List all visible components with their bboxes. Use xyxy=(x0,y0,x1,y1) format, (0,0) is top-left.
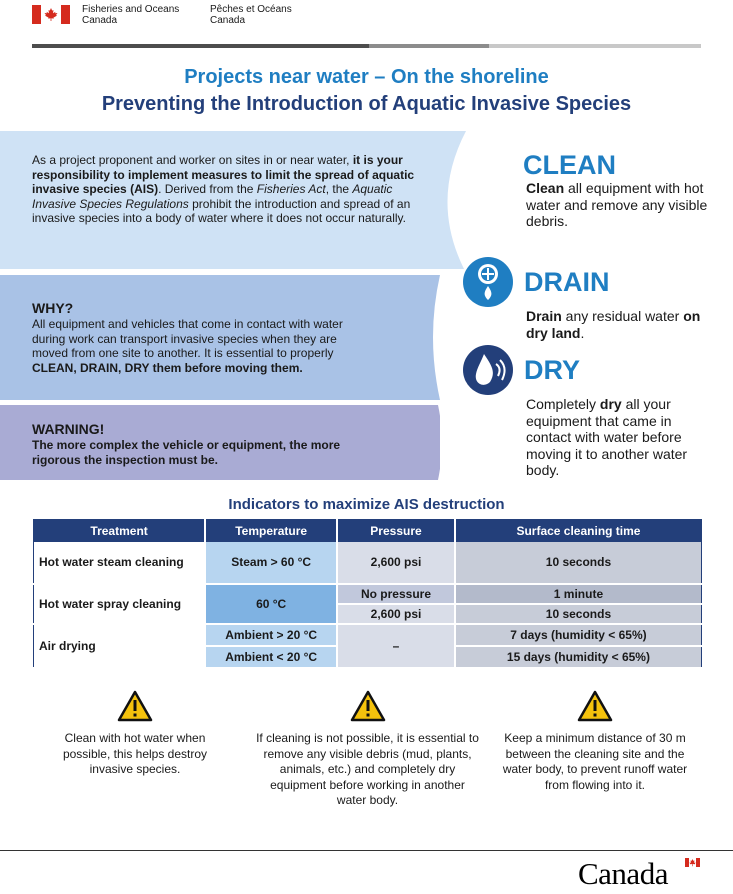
column-header: Pressure xyxy=(337,520,455,542)
table-row xyxy=(34,542,702,584)
canada-wordmark: Canada xyxy=(578,856,668,891)
note-text: Clean with hot water when possible, this helps destroy invasive species. xyxy=(62,731,208,776)
dry-heading: DRY xyxy=(524,355,581,385)
table-cell: 10 seconds xyxy=(455,542,702,584)
department-name-en: Fisheries and Oceans Canada xyxy=(82,4,180,26)
table-cell: Steam > 60 °C xyxy=(205,542,337,584)
warning-triangle-icon xyxy=(350,690,386,722)
table-cell: Hot water steam cleaning xyxy=(34,542,206,584)
dry-text: Completely dry all your equipment that came in contact with water before moving it to another water body. xyxy=(526,396,688,478)
table-header-row xyxy=(34,520,702,542)
header-rule xyxy=(32,44,701,48)
department-name-fr: Pêches et Océans Canada xyxy=(210,4,292,26)
warning-title: WARNING! xyxy=(32,421,105,437)
intro-panel xyxy=(0,131,470,269)
warning-text: The more complex the vehicle or equipment, the more rigorous the inspection must be. xyxy=(32,438,341,467)
warning-triangle-icon xyxy=(117,690,153,722)
drain-heading: DRAIN xyxy=(524,267,610,297)
note-minimum-distance xyxy=(490,690,700,793)
table-cell: 7 days (humidity < 65%) xyxy=(455,624,702,646)
why-text: All equipment and vehicles that come in contact with water during work can transport invasive species when they are moved from one site to another. It is essential to properly CLEAN, DRAIN, DRY them before moving them. xyxy=(32,317,343,375)
table-caption: Indicators to maximize AIS destruction xyxy=(228,496,505,513)
column-header: Temperature xyxy=(205,520,337,542)
why-panel xyxy=(0,275,444,400)
clean-heading: CLEAN xyxy=(523,150,616,180)
table-cell: 2,600 psi xyxy=(337,604,455,624)
table-cell: Ambient > 20 °C xyxy=(205,624,337,646)
table-cell: No pressure xyxy=(337,584,455,604)
canada-flag-icon xyxy=(685,858,700,867)
drain-section xyxy=(462,256,712,341)
table-cell: Ambient < 20 °C xyxy=(205,646,337,668)
note-hot-water xyxy=(40,690,230,778)
note-text: Keep a minimum distance of 30 m between the cleaning site and the water body, to prevent runoff water from flowing into it. xyxy=(502,731,688,792)
table-row xyxy=(34,624,702,646)
fip-signature xyxy=(32,4,292,26)
column-header: Treatment xyxy=(34,520,206,542)
page-subtitle: Preventing the Introduction of Aquatic Invasive Species xyxy=(101,93,632,115)
table-cell: Hot water spray cleaning xyxy=(34,584,206,624)
clean-section xyxy=(462,150,712,230)
intro-text: As a project proponent and worker on sites in or near water, it is your responsibility to implement measures to limit the spread of aquatic invasive species (AIS). Derived from the Fisheries Act, the Aquatic Invasive Species Regulations prohibit the introduction and spread of an invasive species into a body of water where it does not occur naturally. xyxy=(32,153,415,225)
table-cell: 10 seconds xyxy=(455,604,702,624)
table-cell: 60 °C xyxy=(205,584,337,624)
warning-triangle-icon xyxy=(577,690,613,722)
column-header: Surface cleaning time xyxy=(455,520,702,542)
table-cell: 1 minute xyxy=(455,584,702,604)
table-cell: 2,600 psi xyxy=(337,542,455,584)
drain-text: Drain any residual water on dry land. xyxy=(526,308,701,341)
drain-plug-icon xyxy=(462,256,514,308)
table-cell: 15 days (humidity < 65%) xyxy=(455,646,702,668)
table-row xyxy=(34,584,702,604)
indicators-table xyxy=(33,519,702,669)
note-remove-debris xyxy=(255,690,480,809)
page-title: Projects near water – On the shoreline xyxy=(184,66,549,88)
note-text: If cleaning is not possible, it is essential to remove any visible debris (mud, plants, animals, etc.) and completely dry equipment before working in another water body. xyxy=(256,731,479,807)
table-cell: – xyxy=(337,624,455,668)
footer-rule xyxy=(0,850,733,851)
canada-flag-icon xyxy=(32,5,70,24)
table-cell: Air drying xyxy=(34,624,206,668)
water-drop-dry-icon xyxy=(462,344,514,396)
clean-text: Clean all equipment with hot water and remove any visible debris. xyxy=(526,180,708,229)
dry-section xyxy=(462,344,712,479)
why-title: WHY? xyxy=(32,300,74,316)
warning-panel xyxy=(0,405,440,480)
